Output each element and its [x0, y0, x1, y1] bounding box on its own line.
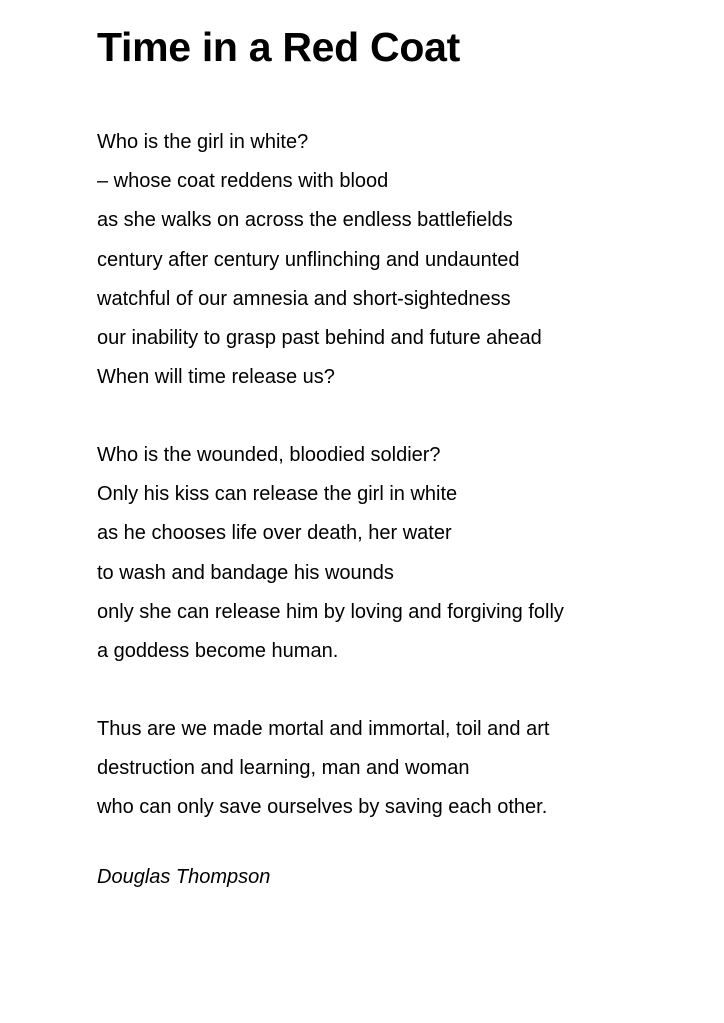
stanza-1 — [97, 123, 542, 397]
poem-line: a goddess become human. — [97, 640, 339, 663]
poem-line: destruction and learning, man and woman — [97, 757, 470, 780]
poem-line: to wash and bandage his wounds — [97, 561, 394, 584]
poem-line: who can only save ourselves by saving each other. — [97, 796, 548, 819]
stanza-3 — [97, 710, 549, 828]
poem-line: as he chooses life over death, her water — [97, 522, 452, 545]
poem-line: as she walks on across the endless battlefields — [97, 209, 513, 232]
poem-line: Only his kiss can release the girl in white — [97, 483, 458, 506]
author-name: Douglas Thompson — [97, 866, 271, 888]
poem-line: century after century unflinching and undaunted — [97, 248, 520, 271]
poem-line: When will time release us? — [97, 366, 335, 389]
poem-line: – whose coat reddens with blood — [97, 170, 389, 193]
poem-line: watchful of our amnesia and short-sightedness — [97, 287, 511, 310]
poem-line: Who is the girl in white? — [97, 131, 309, 153]
poem-line: Thus are we made mortal and immortal, toil and art — [97, 718, 550, 740]
poem-line: only she can release him by loving and forgiving folly — [97, 600, 564, 623]
poem-line: Who is the wounded, bloodied soldier? — [97, 444, 441, 466]
stanza-2 — [97, 436, 564, 671]
poem-line: our inability to grasp past behind and future ahead — [97, 327, 542, 350]
poem-title: Time in a Red Coat — [97, 24, 460, 70]
